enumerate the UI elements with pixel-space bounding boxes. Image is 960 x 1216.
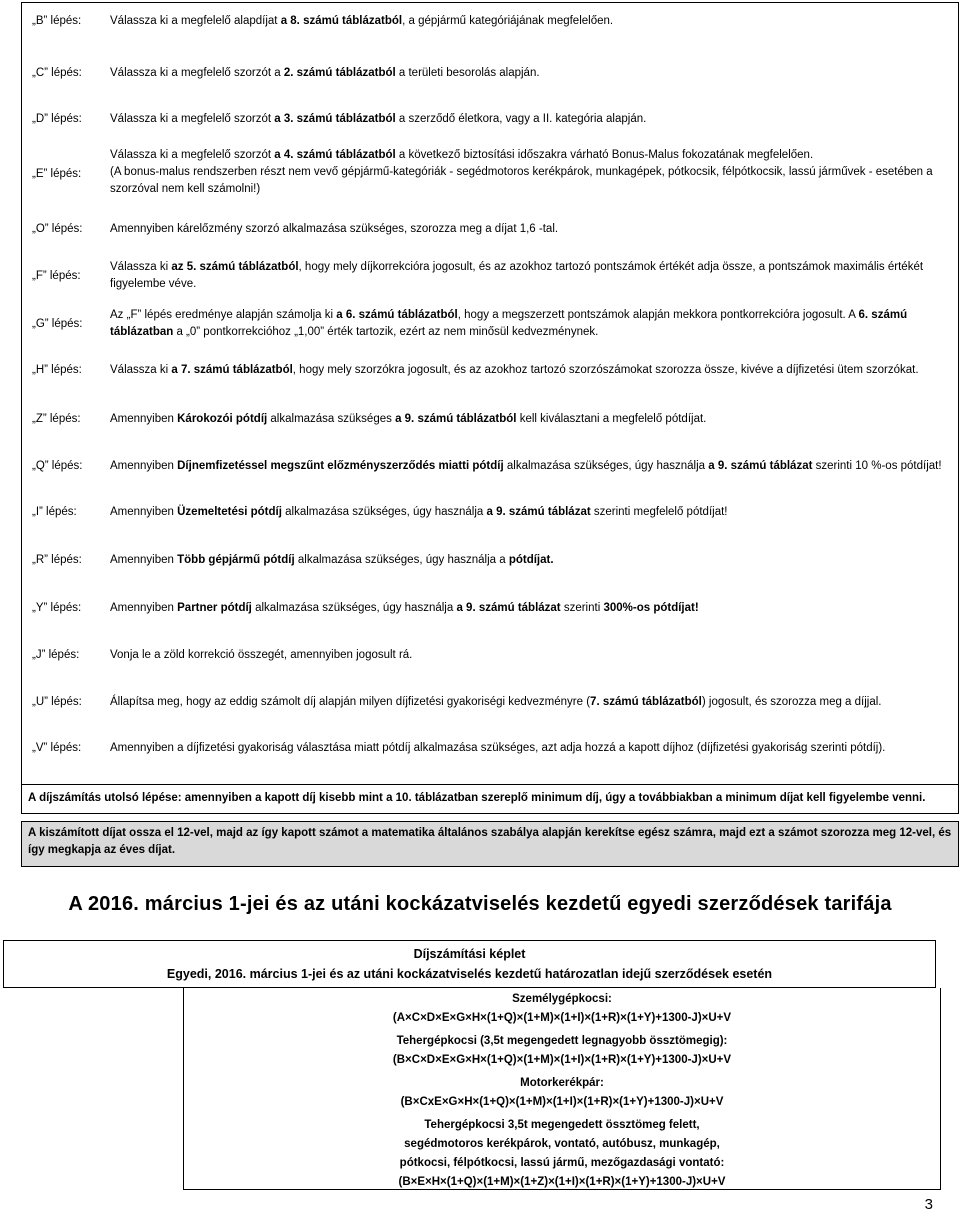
formula-motorcycle [184,1074,940,1112]
step-label: „O” lépés: [32,223,83,235]
step-text: Amennyiben a díjfizetési gyakoriság választása miatt pótdíj alkalmazása szükséges, azt adja hozzá a kapott díjhoz (díjfizetési gyakoriság szerinti pótdíj). [110,742,886,754]
step-label: „D” lépés: [32,113,82,125]
section-title: A 2016. március 1-jei és az utáni kockázatviselés kezdetű egyedi szerződések tarifája [68,893,892,915]
page-number: 3 [924,1196,933,1213]
formula-line: (B×CxE×G×H×(1+Q)×(1+M)×(1+I)×(1+R)×(1+Y)+1300-J)×U+V [400,1096,724,1108]
step-text: Állapítsa meg, hogy az eddig számolt díj alapján milyen díjfizetési gyakoriségi kedvezményre (7. számú táblázatból) jogosult, és szorozza meg a díjjal. [110,696,882,708]
step-label: „G” lépés: [32,318,83,330]
step-text: Amennyiben Partner pótdíj alkalmazása szükséges, úgy használja a 9. számú táblázat szerinti 300%-os pótdíjat! [110,602,699,614]
step-text: Válassza ki a megfelelő szorzót a 2. számú táblázatból a területi besorolás alapján. [110,67,540,79]
step-label: „F” lépés: [32,270,81,282]
minimum-fee-note: A díjszámítás utolsó lépése: amennyiben a kapott díj kisebb mint a 10. táblázatban szereplő minimum díj, úgy a továbbiakban a minimum díjat kell figyelembe venni. [21,784,959,814]
step-text: Válassza ki a megfelelő alapdíjat a 8. számú táblázatból, a gépjármű kategóriájának megfelelően. [110,15,614,27]
step-label: „B” lépés: [32,15,82,27]
step-label: „U” lépés: [32,696,82,708]
rounding-note: A kiszámított díjat ossza el 12-vel, majd az így kapott számot a matematika általános szabálya alapján kerekítse egész számra, majd ezt a számot szorozza meg 12-vel, és így megkapja az éves díjat. [21,821,959,867]
step-label: „H” lépés: [32,364,82,376]
step-text: Válassza ki a 7. számú táblázatból, hogy mely szorzókra jogosult, és az azokhoz tartozó szorzószámokat szorozza össze, kivéve a díjfizetési ütem szorzókat. [110,364,919,376]
step-label: „I” lépés: [32,506,77,518]
formula-line: pótkocsi, félpótkocsi, lassú jármű, mezőgazdasági vontató: [399,1157,725,1169]
step-text: Amennyiben kárelőzmény szorzó alkalmazása szükséges, szorozza meg a díjat 1,6 -tal. [110,223,559,235]
formula-line: Motorkerékpár: [520,1077,604,1089]
step-text: Amennyiben Több gépjármű pótdíj alkalmazása szükséges, úgy használja a pótdíjat. [110,554,554,566]
step-text: Válassza ki az 5. számú táblázatból, hogy mely díjkorrekcióra jogosult, és az azokhoz tartozó pontszámok értékét adja össze, a pontszámok maximális értékét figyelembe véve. [110,261,924,290]
step-label: „Q” lépés: [32,460,83,472]
step-text: Amennyiben Üzemeltetési pótdíj alkalmazása szükséges, úgy használja a 9. számú táblázat szerinti megfelelő pótdíjat! [110,506,728,518]
step-label: „Y” lépés: [32,602,82,614]
formula-line: (B×C×D×E×G×H×(1+Q)×(1+M)×(1+I)×(1+R)×(1+Y)+1300-J)×U+V [392,1054,732,1066]
formula-line: Tehergépkocsi (3,5t megengedett legnagyobb össztömegig): [396,1035,728,1047]
step-text: Az „F” lépés eredménye alapján számolja ki a 6. számú táblázatból, hogy a megszerzett pontszámok alapján mekkora pontkorrekcióra jogosult. A 6. számú táblázatban a „0” pontkorrekcióhoz „1,00” érték tartozik, ezért az nem minősül kedvezménynek. [110,309,908,338]
step-text: Válassza ki a megfelelő szorzót a 3. számú táblázatból a szerződő életkora, vagy a II. kategória alapján. [110,113,647,125]
formula-line: (A×C×D×E×G×H×(1+Q)×(1+M)×(1+I)×(1+R)×(1+Y)+1300-J)×U+V [392,1012,732,1024]
formula-line: (B×E×H×(1+Q)×(1+M)×(1+Z)×(1+I)×(1+R)×(1+Y)+1300-J)×U+V [398,1176,726,1188]
calculation-steps-box [21,2,959,793]
step-label: „R” lépés: [32,554,82,566]
formula-header [3,940,936,988]
formula-line: Tehergépkocsi 3,5t megengedett össztömeg felett, [424,1119,700,1131]
step-text: Amennyiben Díjnemfizetéssel megszűnt előzményszerződés miatti pótdíj alkalmazása szükséges, úgy használja a 9. számú táblázat szerinti 10 %-os pótdíjat! [110,460,942,472]
step-label: „J” lépés: [32,649,80,661]
step-text: Amennyiben Károkozói pótdíj alkalmazása szükséges a 9. számú táblázatból kell kiválasztani a megfelelő pótdíjat. [110,413,707,425]
formula-line: Személygépkocsi: [512,993,612,1005]
formula-body [183,988,941,1190]
formula-light-truck [184,1032,940,1070]
formula-heavy-vehicles [184,1116,940,1192]
formula-passenger-car [184,990,940,1028]
step-text: Vonja le a zöld korrekció összegét, amennyiben jogosult rá. [110,649,413,661]
formula-line: segédmotoros kerékpárok, vontató, autóbusz, munkagép, [404,1138,720,1150]
step-label: „Z” lépés: [32,413,81,425]
step-label: „C” lépés: [32,67,82,79]
step-label: „V” lépés: [32,742,82,754]
step-text: Válassza ki a megfelelő szorzót a 4. számú táblázatból a következő biztosítási időszakra várható Bonus-Malus fokozatának megfelelően. (A bonus-malus rendszerben részt nem vevő gépjármű-kategóriák - segédmotoros kerékpárok, munkagépek, pótkocsik, félpótkocsik, lassú járművek - esetében a szorzóval nem kell számolni!) [110,149,933,195]
formula-title: Díjszámítási képlet [413,947,526,961]
step-label: „E” lépés: [32,168,82,180]
formula-subtitle: Egyedi, 2016. március 1-jei és az utáni kockázatviselés kezdetű határozatlan idejű szerződések esetén [166,967,773,981]
